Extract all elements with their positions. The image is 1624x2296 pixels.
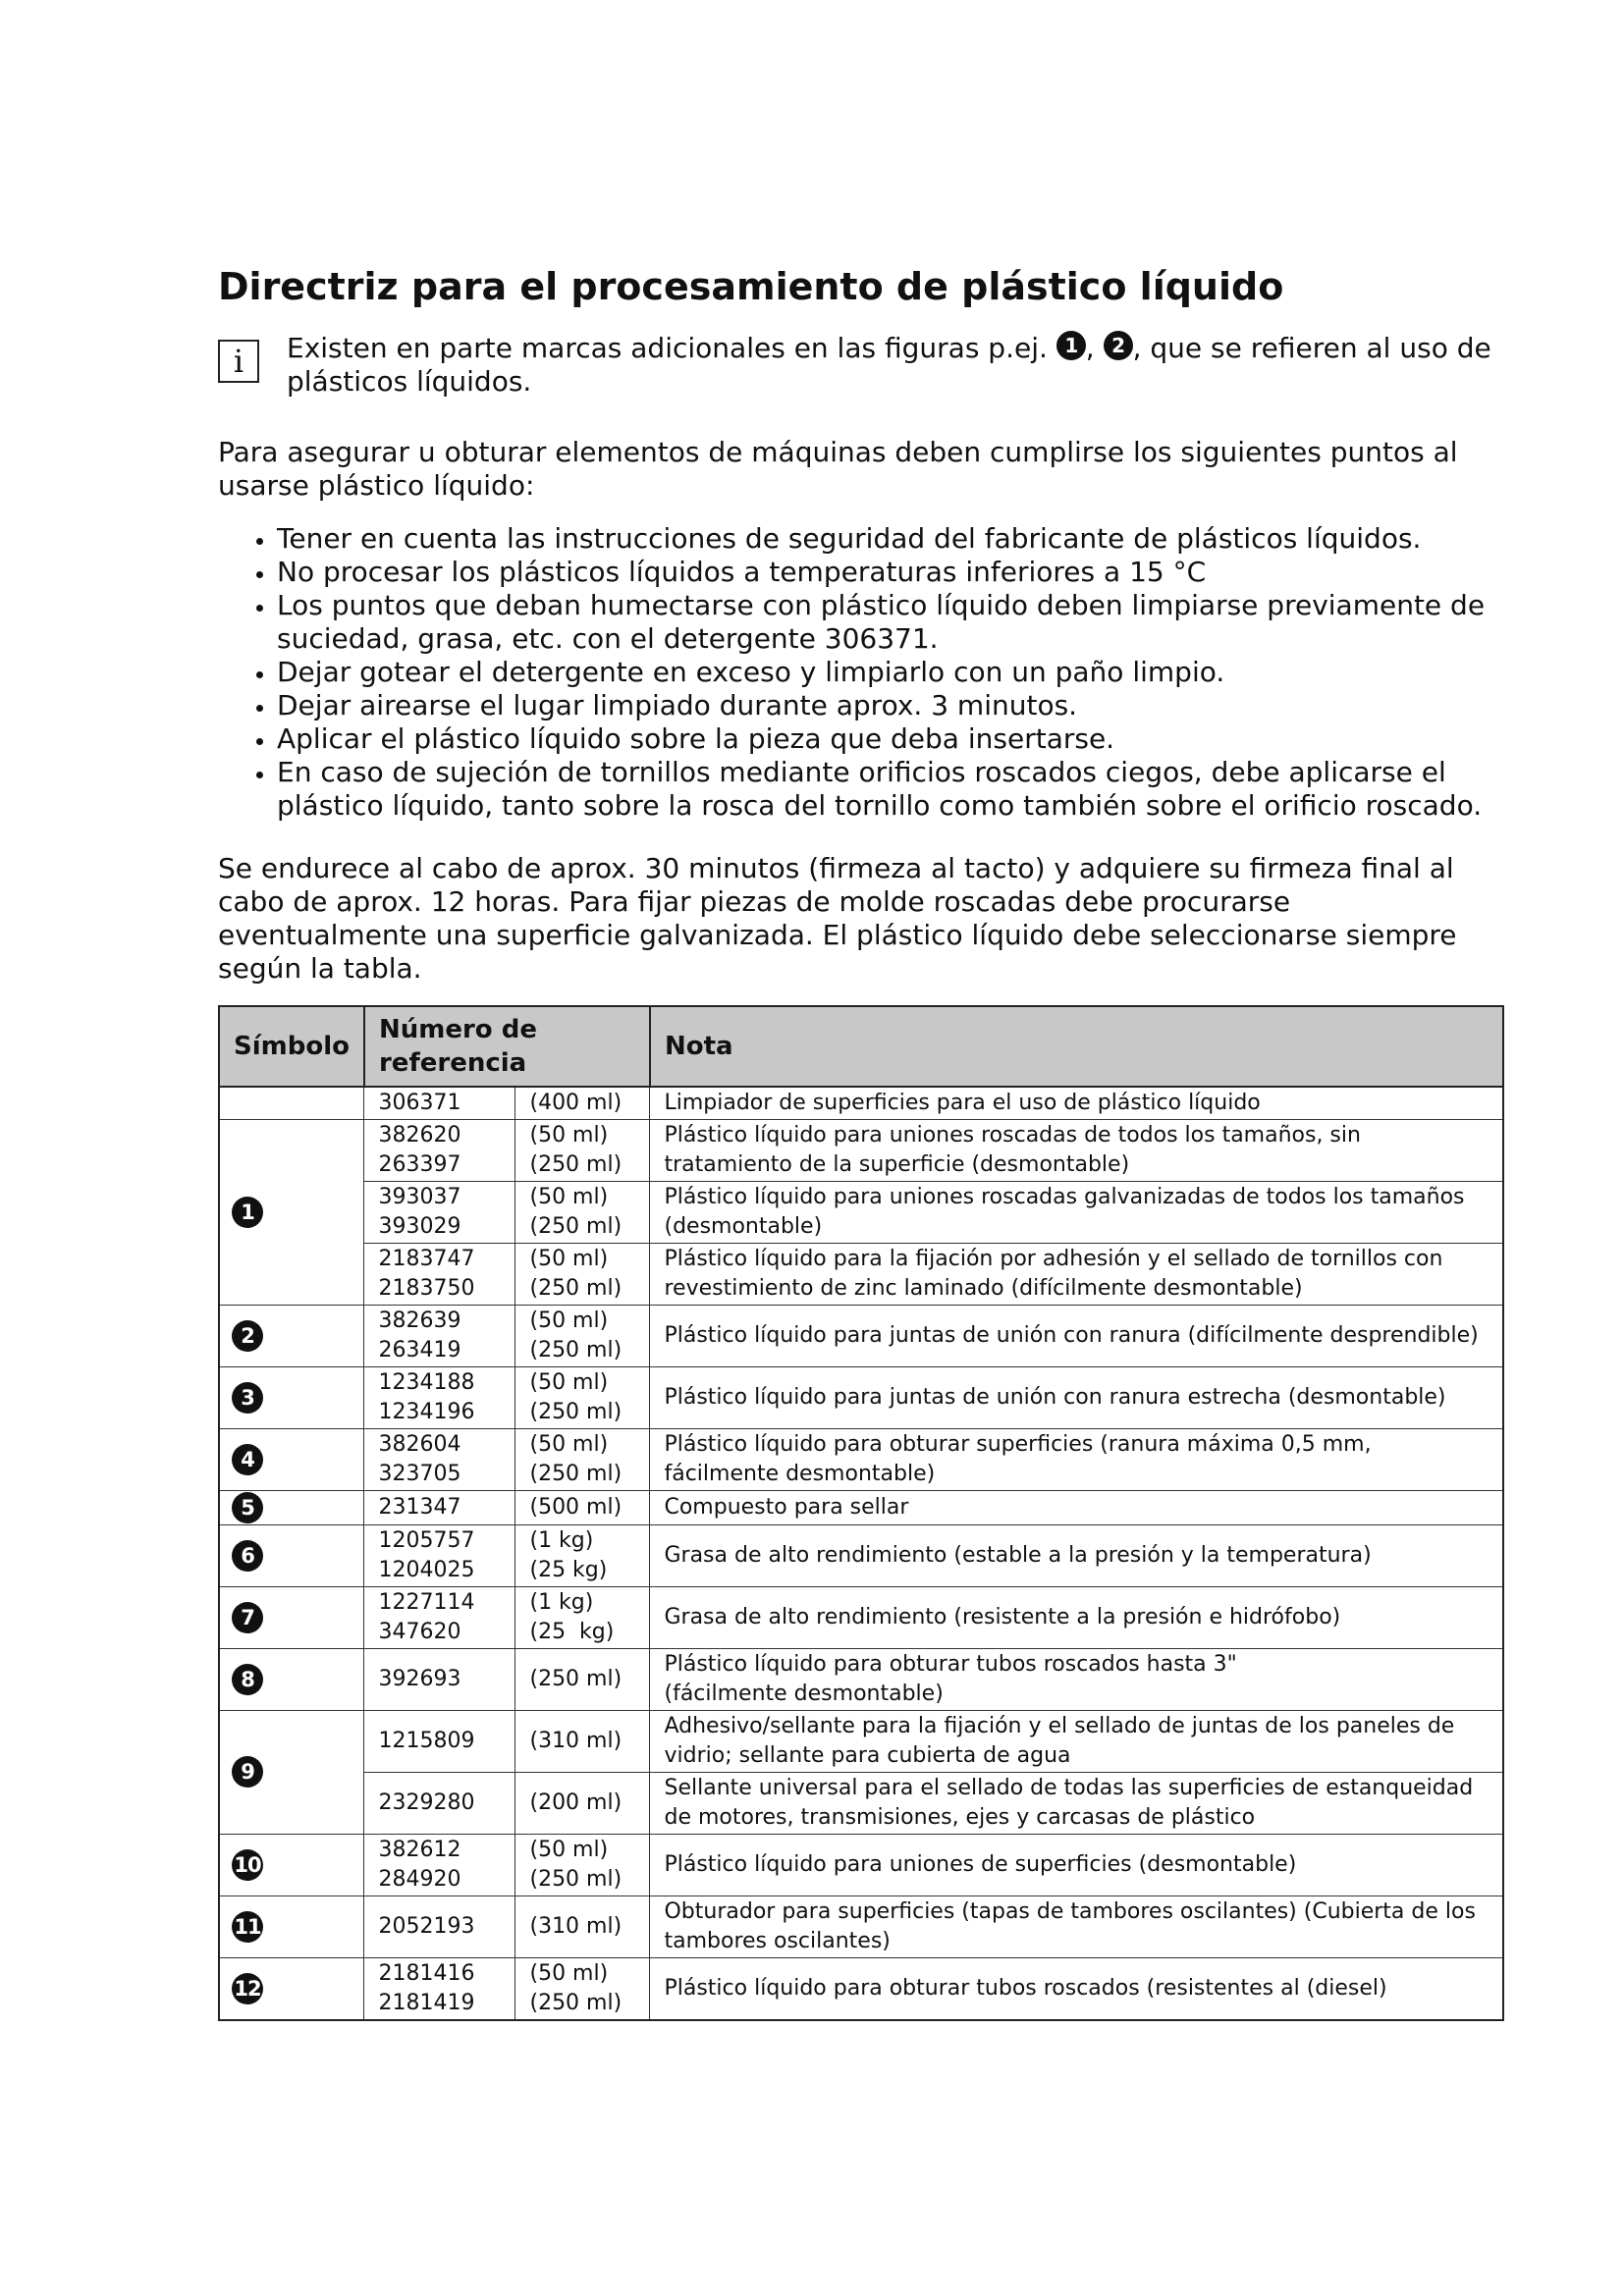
symbol-cell <box>219 1834 364 1896</box>
qty-cell: (50 ml) (250 ml) <box>515 1428 650 1490</box>
qty-cell: (50 ml) (250 ml) <box>515 1181 650 1243</box>
info-text-before: Existen en parte marcas adicionales en las figuras p.ej. <box>287 331 1048 364</box>
table-row <box>219 1119 1503 1181</box>
qty-cell: (50 ml) (250 ml) <box>515 1305 650 1366</box>
table-row <box>219 1896 1503 1957</box>
qty-cell: (50 ml) (250 ml) <box>515 1119 650 1181</box>
qty-cell: (500 ml) <box>515 1490 650 1524</box>
list-item: • No procesar los plásticos líquidos a temperaturas inferiores a 15 °C <box>277 556 1504 589</box>
circled-number-icon: 5 <box>232 1492 263 1523</box>
intro-paragraph: Para asegurar u obturar elementos de máquinas deben cumplirse los siguientes puntos al usarse plástico líquido: <box>218 435 1458 502</box>
ref-cell: 2183747 2183750 <box>364 1243 515 1305</box>
product-table <box>218 1005 1504 2021</box>
header-note: Nota <box>650 1006 1503 1087</box>
closing-paragraph: Se endurece al cabo de aprox. 30 minutos (firmeza al tacto) y adquiere su firmeza final al cabo de aprox. 12 horas. Para fijar piezas de molde roscadas debe procurarse eventualmente una superficie galvanizada. El plástico líquido debe seleccionarse siempre según la tabla. <box>218 851 1457 985</box>
note-cell: Limpiador de superficies para el uso de plástico líquido <box>650 1087 1503 1120</box>
ref-cell: 382620 263397 <box>364 1119 515 1181</box>
symbol-cell <box>219 1896 364 1957</box>
symbol-cell <box>219 1710 364 1834</box>
circled-number-icon: 12 <box>232 1973 263 2004</box>
circled-number-icon: 4 <box>232 1444 263 1475</box>
symbol-cell <box>219 1366 364 1428</box>
table-row <box>219 1490 1503 1524</box>
note-cell: Grasa de alto rendimiento (estable a la presión y la temperatura) <box>650 1524 1503 1586</box>
table-row <box>219 1243 1503 1305</box>
note-cell: Plástico líquido para uniones de superficies (desmontable) <box>650 1834 1503 1896</box>
ref-cell: 1205757 1204025 <box>364 1524 515 1586</box>
table-row <box>219 1586 1503 1648</box>
note-cell: Plástico líquido para uniones roscadas galvanizadas de todos los tamaños (desmontable) <box>650 1181 1503 1243</box>
table-row <box>219 1428 1503 1490</box>
symbol-cell <box>219 1957 364 2020</box>
table-row <box>219 1087 1503 1120</box>
note-cell: Adhesivo/sellante para la fijación y el sellado de juntas de los paneles de vidrio; sellante para cubierta de agua <box>650 1710 1503 1772</box>
circled-number-icon: 2 <box>1104 331 1133 360</box>
symbol-cell <box>219 1428 364 1490</box>
circled-number-icon: 11 <box>232 1911 263 1943</box>
ref-cell: 392693 <box>364 1648 515 1710</box>
table-row <box>219 1366 1503 1428</box>
qty-cell: (310 ml) <box>515 1896 650 1957</box>
symbol-cell <box>219 1648 364 1710</box>
qty-cell: (250 ml) <box>515 1648 650 1710</box>
ref-cell: 1234188 1234196 <box>364 1366 515 1428</box>
ref-cell: 2052193 <box>364 1896 515 1957</box>
list-item: • Dejar airearse el lugar limpiado durante aprox. 3 minutos. <box>277 689 1504 722</box>
note-cell: Plástico líquido para uniones roscadas de todos los tamaños, sin tratamiento de la superficie (desmontable) <box>650 1119 1503 1181</box>
circled-number-icon: 9 <box>232 1756 263 1788</box>
note-cell: Plástico líquido para obturar superficies (ranura máxima 0,5 mm, fácilmente desmontable) <box>650 1428 1503 1490</box>
table-row <box>219 1834 1503 1896</box>
note-cell: Grasa de alto rendimiento (resistente a la presión e hidrófobo) <box>650 1586 1503 1648</box>
qty-cell: (50 ml) (250 ml) <box>515 1243 650 1305</box>
symbol-cell <box>219 1586 364 1648</box>
info-text-after: , que se refieren al uso de plásticos líquidos. <box>287 331 1491 398</box>
ref-cell: 2181416 2181419 <box>364 1957 515 2020</box>
header-symbol: Símbolo <box>219 1006 364 1087</box>
info-separator: , <box>1085 331 1095 364</box>
list-item: • Aplicar el plástico líquido sobre la pieza que deba insertarse. <box>277 722 1504 756</box>
ref-cell: 231347 <box>364 1490 515 1524</box>
table-row <box>219 1772 1503 1834</box>
ref-cell: 1215809 <box>364 1710 515 1772</box>
symbol-cell <box>219 1119 364 1305</box>
symbol-cell <box>219 1087 364 1120</box>
symbol-cell <box>219 1524 364 1586</box>
info-note <box>218 332 1504 399</box>
list-item: • En caso de sujeción de tornillos mediante orificios roscados ciegos, debe aplicarse el plástico líquido, tanto sobre la rosca del tornillo como también sobre el orificio roscado. <box>277 756 1504 823</box>
qty-cell: (50 ml) (250 ml) <box>515 1957 650 2020</box>
note-cell: Plástico líquido para juntas de unión con ranura (difícilmente desprendible) <box>650 1305 1503 1366</box>
circled-number-icon: 10 <box>232 1849 263 1881</box>
symbol-cell <box>219 1305 364 1366</box>
circled-number-icon: 1 <box>232 1197 263 1228</box>
qty-cell: (200 ml) <box>515 1772 650 1834</box>
ref-cell: 382604 323705 <box>364 1428 515 1490</box>
qty-cell: (400 ml) <box>515 1087 650 1120</box>
qty-cell: (1 kg) (25 kg) <box>515 1524 650 1586</box>
note-cell: Sellante universal para el sellado de todas las superficies de estanqueidad de motores, transmisiones, ejes y carcasas de plástico <box>650 1772 1503 1834</box>
note-cell: Plástico líquido para juntas de unión con ranura estrecha (desmontable) <box>650 1366 1503 1428</box>
table-row <box>219 1524 1503 1586</box>
table-row <box>219 1648 1503 1710</box>
circled-number-icon: 2 <box>232 1320 263 1352</box>
circled-number-icon: 7 <box>232 1602 263 1633</box>
table-header-row <box>219 1006 1503 1087</box>
ref-cell: 1227114 347620 <box>364 1586 515 1648</box>
document-page <box>218 265 1504 2021</box>
note-cell: Plástico líquido para obturar tubos roscados hasta 3" (fácilmente desmontable) <box>650 1648 1503 1710</box>
header-reference: Número de referencia <box>364 1006 650 1087</box>
note-cell: Plástico líquido para obturar tubos roscados (resistentes al (diesel) <box>650 1957 1503 2020</box>
circled-number-icon: 8 <box>232 1664 263 1695</box>
ref-cell: 382639 263419 <box>364 1305 515 1366</box>
table-row <box>219 1181 1503 1243</box>
note-cell: Plástico líquido para la fijación por adhesión y el sellado de tornillos con revestimiento de zinc laminado (difícilmente desmontable) <box>650 1243 1503 1305</box>
ref-cell: 2329280 <box>364 1772 515 1834</box>
info-icon: i <box>218 340 259 383</box>
table-row <box>219 1710 1503 1772</box>
ref-cell: 382612 284920 <box>364 1834 515 1896</box>
ref-cell: 393037 393029 <box>364 1181 515 1243</box>
note-cell: Compuesto para sellar <box>650 1490 1503 1524</box>
qty-cell: (50 ml) (250 ml) <box>515 1366 650 1428</box>
qty-cell: (1 kg) (25 kg) <box>515 1586 650 1648</box>
list-item: • Los puntos que deban humectarse con plástico líquido deben limpiarse previamente de suciedad, grasa, etc. con el detergente 306371. <box>277 589 1504 656</box>
ref-cell: 306371 <box>364 1087 515 1120</box>
qty-cell: (50 ml) (250 ml) <box>515 1834 650 1896</box>
symbol-cell <box>219 1490 364 1524</box>
circled-number-icon: 1 <box>1056 331 1086 360</box>
list-item: • Dejar gotear el detergente en exceso y limpiarlo con un paño limpio. <box>277 656 1504 689</box>
instruction-list <box>218 522 1504 823</box>
circled-number-icon: 6 <box>232 1540 263 1572</box>
circled-number-icon: 3 <box>232 1382 263 1414</box>
qty-cell: (310 ml) <box>515 1710 650 1772</box>
note-cell: Obturador para superficies (tapas de tambores oscilantes) (Cubierta de los tambores oscilantes) <box>650 1896 1503 1957</box>
page-title: Directriz para el procesamiento de plástico líquido <box>218 265 1284 308</box>
table-row <box>219 1305 1503 1366</box>
table-row <box>219 1957 1503 2020</box>
list-item: • Tener en cuenta las instrucciones de seguridad del fabricante de plásticos líquidos. <box>277 522 1504 556</box>
